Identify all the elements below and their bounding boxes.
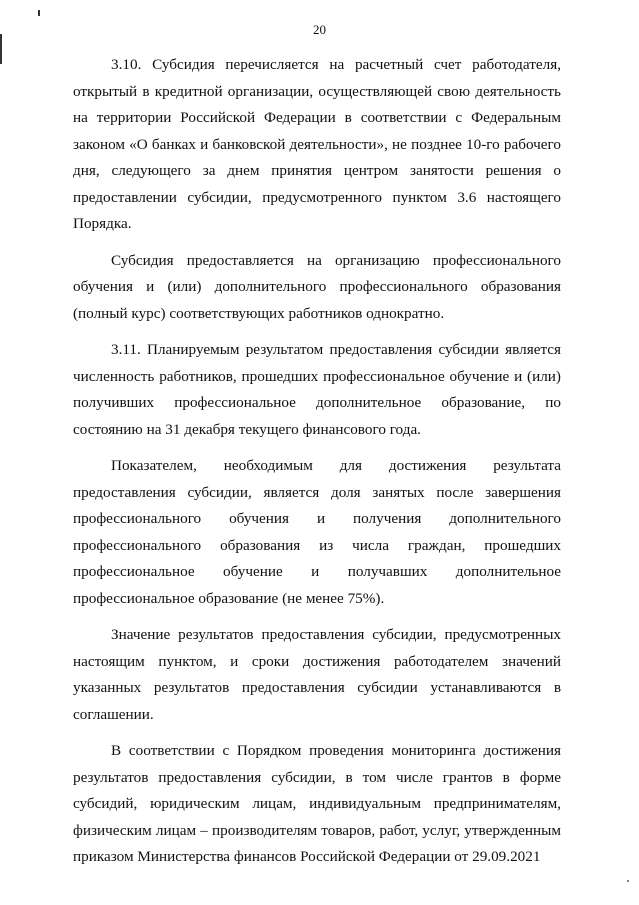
paragraph-monitoring: В соответствии с Порядком проведения мониторинга достижения результатов предоставления субсидии, в том числе грантов в форме субсидий, юридическим лицам, индивидуальным предпринимателям, физическим лицам – производителям товаров, работ, услуг, утвержденным приказом Министерства финансов Российской Федерации от 29.09.2021	[73, 742, 561, 865]
paragraph-results-terms: Значение результатов предоставления субсидии, предусмотренных настоящим пунктом, и сроки достижения работодателем значений указанных результатов предоставления субсидии устанавливаются в соглашении.	[73, 626, 561, 723]
scan-artifact	[627, 880, 629, 882]
paragraph-indicator: Показателем, необходимым для достижения результата предоставления субсидии, является доля занятых после завершения профессионального обучения и получения дополнительного профессионального образования из числа граждан, прошедших профессиональное обучение и получавших дополнительное профессиональное образование (не менее 75%).	[73, 457, 561, 607]
document-body	[73, 52, 561, 871]
paragraph-subsidy-purpose: Субсидия предоставляется на организацию профессионального обучения и (или) дополнительного профессионального образования (полный курс) соответствующих работников однократно.	[73, 251, 561, 322]
scan-artifact	[0, 34, 2, 64]
paragraph-3-10: 3.10. Субсидия перечисляется на расчетный счет работодателя, открытый в кредитной организации, осуществляющей свою деятельность на территории Российской Федерации в соответствии с Федеральным законом «О банках и банковской деятельности», не позднее 10-го рабочего дня, следующего за днем принятия центром занятости решения о предоставлении субсидии, предусмотренного пунктом 3.6 настоящего Порядка.	[73, 56, 561, 232]
paragraph-3-11: 3.11. Планируемым результатом предоставления субсидии является численность работников, прошедших профессиональное обучение и (или) получивших профессиональное дополнительное образование, по состоянию на 31 декабря текущего финансового года.	[73, 341, 561, 438]
scan-artifact	[38, 10, 40, 16]
page-number: 20	[313, 22, 326, 37]
